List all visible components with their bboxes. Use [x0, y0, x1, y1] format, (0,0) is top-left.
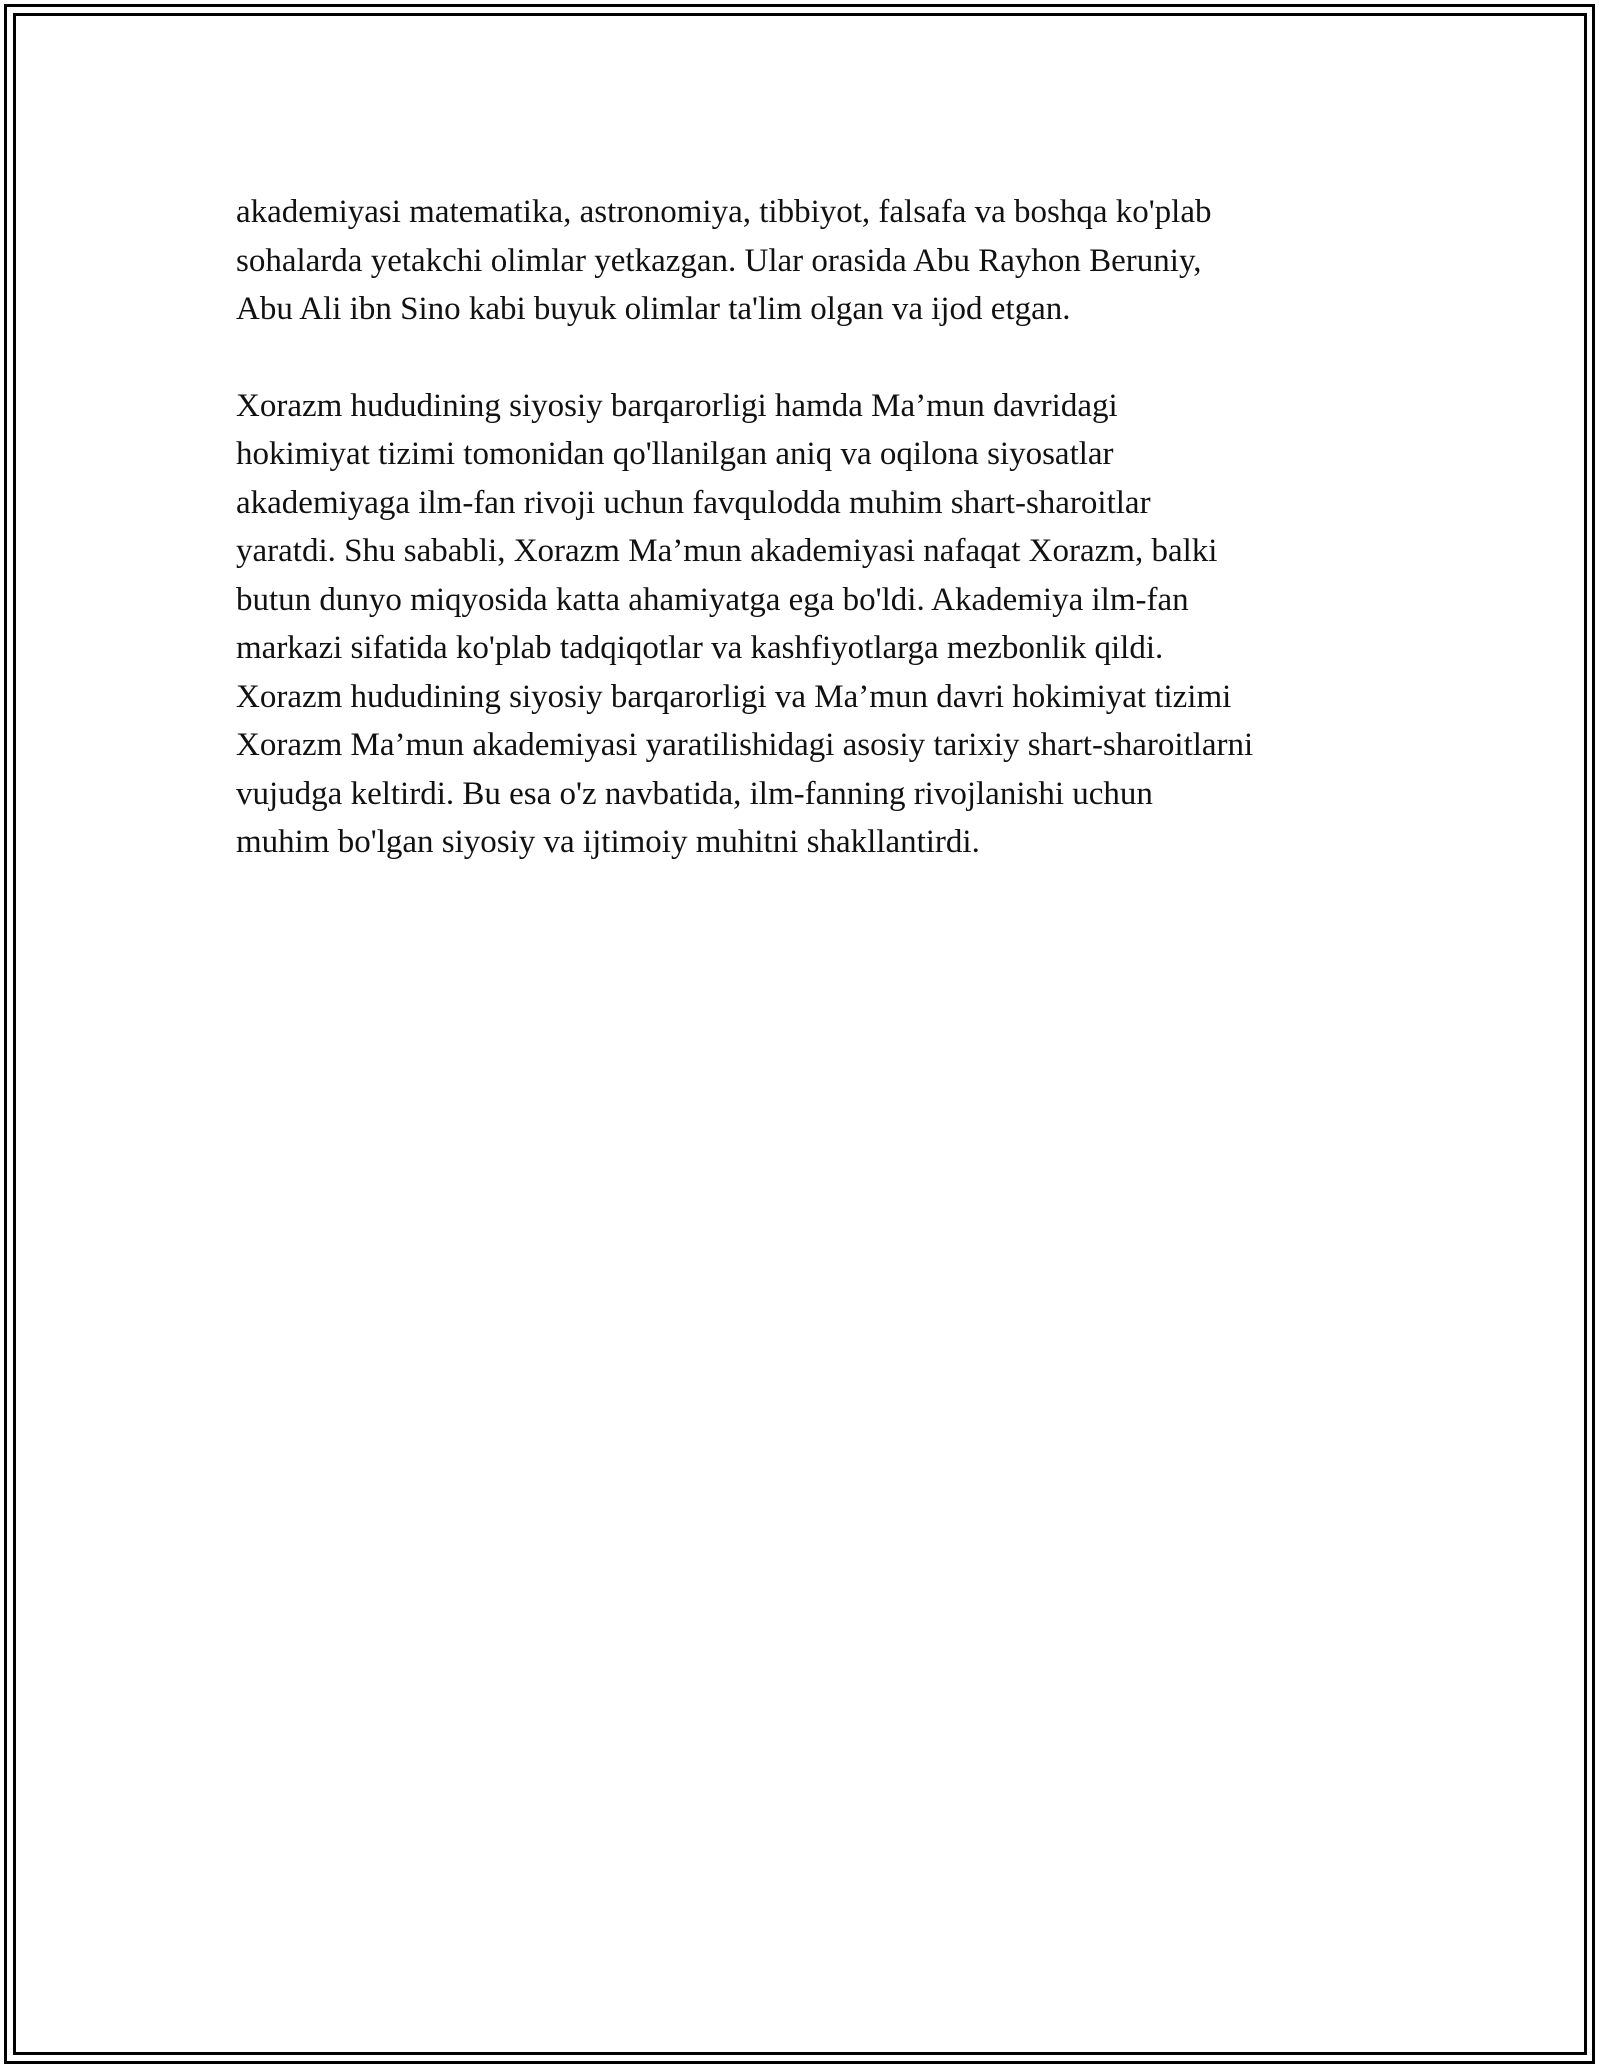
- text-line: butun dunyo miqyosida katta ahamiyatga ega bo'ldi. Akademiya ilm-fan: [236, 581, 1189, 618]
- text-line: vujudga keltirdi. Bu esa o'z navbatida, ilm-fanning rivojlanishi uchun: [236, 775, 1153, 812]
- text-line: Xorazm hududining siyosiy barqarorligi hamda Ma’mun davridagi: [236, 387, 1118, 424]
- text-line: hokimiyat tizimi tomonidan qo'llanilgan aniq va oqilona siyosatlar: [236, 436, 1114, 472]
- text-line: Abu Ali ibn Sino kabi buyuk olimlar ta'lim olgan va ijod etgan.: [236, 291, 1071, 327]
- paragraph-2: [236, 382, 1386, 867]
- text-line: yaratdi. Shu sababli, Xorazm Ma’mun akademiyasi nafaqat Xorazm, balki: [236, 533, 1218, 569]
- text-line: akademiyasi matematika, astronomiya, tibbiyot, falsafa va boshqa ko'plab: [236, 194, 1212, 230]
- text-line: markazi sifatida ko'plab tadqiqotlar va kashfiyotlarga mezbonlik qildi.: [236, 630, 1164, 666]
- paragraph-1: [236, 188, 1386, 334]
- text-line: sohalarda yetakchi olimlar yetkazgan. Ular orasida Abu Rayhon Beruniy,: [236, 242, 1202, 279]
- document-body: [236, 188, 1386, 867]
- text-line: Xorazm hududining siyosiy barqarorligi va Ma’mun davri hokimiyat tizimi: [236, 678, 1232, 715]
- text-line: muhim bo'lgan siyosiy va ijtimoiy muhitni shakllantirdi.: [236, 824, 980, 860]
- text-line: akademiyaga ilm-fan rivoji uchun favqulodda muhim shart-sharoitlar: [236, 484, 1151, 521]
- text-line: Xorazm Ma’mun akademiyasi yaratilishidagi asosiy tarixiy shart-sharoitlarni: [236, 727, 1254, 763]
